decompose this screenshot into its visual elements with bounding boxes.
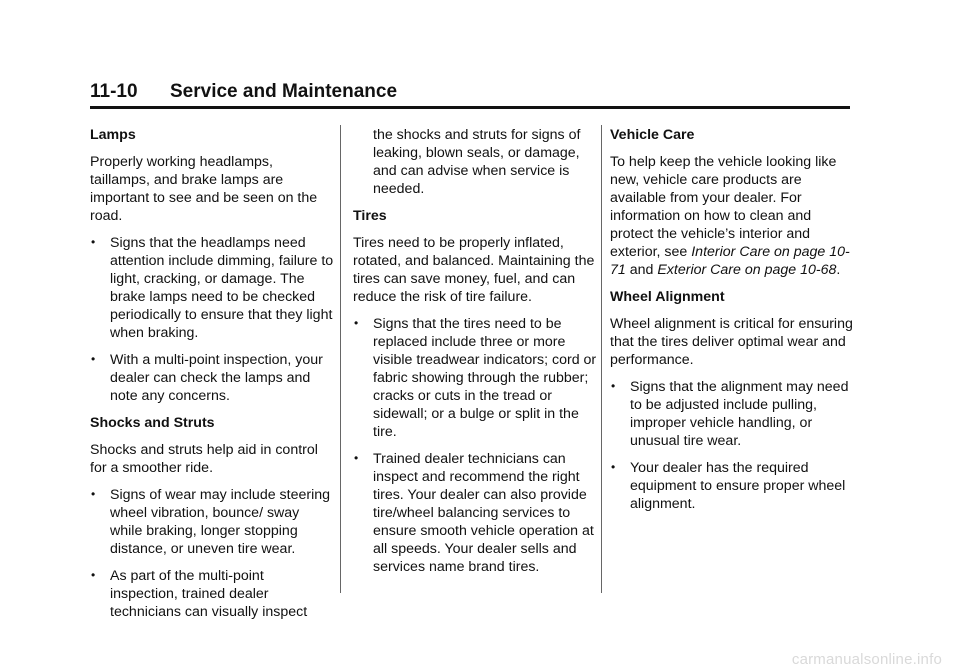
column-left (90, 126, 335, 630)
bullet-icon: • (91, 487, 96, 501)
bullet-icon: • (611, 460, 616, 474)
lamps-bullet-2 (90, 351, 335, 405)
vehicle-care-paragraph (610, 153, 855, 279)
column-divider-right (601, 125, 602, 593)
bullet-icon: • (354, 316, 359, 330)
bullet-text: Signs of wear may include steering wheel vibration, bounce/ sway while braking, longer stopping distance, or uneven tire wear. (110, 487, 331, 557)
wheel-alignment-paragraph: Wheel alignment is critical for ensuring that the tires deliver optimal wear and performance. (610, 316, 853, 368)
shocks-paragraph: Shocks and struts help aid in control for a smoother ride. (90, 442, 318, 476)
vehicle-care-text-3: . (836, 262, 841, 278)
bullet-text: Signs that the headlamps need attention include dimming, failure to light, cracking, or damage. The brake lamps need to be checked periodically to ensure that they light when braking. (110, 235, 334, 341)
column-divider-left (340, 125, 341, 593)
bullet-text: With a multi-point inspection, your dealer can check the lamps and note any concerns. (110, 352, 323, 404)
tires-paragraph: Tires need to be properly inflated, rotated, and balanced. Maintaining the tires can save money, fuel, and can reduce the risk of tire failure. (353, 235, 595, 305)
shocks-heading: Shocks and Struts (90, 415, 215, 431)
bullet-icon: • (91, 352, 96, 366)
watermark: carmanualsonline.info (791, 651, 942, 668)
shocks-bullet-2-continued: the shocks and struts for signs of leaking, blown seals, or damage, and can advise when service is needed. (373, 127, 581, 197)
page-number: 11-10 (90, 81, 138, 102)
bullet-text: Trained dealer technicians can inspect and recommend the right tires. Your dealer can also provide tire/wheel balancing services to ensure smooth vehicle operation at all speeds. Your dealer sells and services name brand tires. (373, 451, 594, 575)
bullet-icon: • (611, 379, 616, 393)
wheel-alignment-heading: Wheel Alignment (610, 289, 725, 305)
page-header (90, 80, 850, 109)
column-right (610, 126, 855, 522)
bullet-icon: • (91, 568, 96, 582)
section-title: Service and Maintenance (170, 81, 398, 102)
bullet-text: Signs that the tires need to be replaced include three or more visible treadwear indicators; cord or fabric showing through the rubber; cracks or cuts in the tread or sidewall; or a bulge or split in the tire. (373, 316, 597, 440)
column-middle (353, 126, 598, 585)
shocks-bullet-1 (90, 486, 335, 558)
tires-bullet-2 (353, 450, 598, 576)
vehicle-care-text-2: and (625, 262, 658, 278)
vehicle-care-heading: Vehicle Care (610, 127, 695, 143)
bullet-text: Your dealer has the required equipment to ensure proper wheel alignment. (630, 460, 846, 512)
bullet-icon: • (354, 451, 359, 465)
lamps-paragraph: Properly working headlamps, taillamps, and brake lamps are important to see and be seen on the road. (90, 154, 318, 224)
tires-heading: Tires (353, 208, 387, 224)
lamps-bullet-1 (90, 234, 335, 342)
bullet-text: As part of the multi-point inspection, trained dealer technicians can visually inspect (110, 568, 308, 620)
alignment-bullet-1 (610, 378, 855, 450)
tires-bullet-1 (353, 315, 598, 441)
exterior-care-link[interactable]: Exterior Care on page 10-68 (657, 262, 837, 278)
alignment-bullet-2 (610, 459, 855, 513)
interior-care-link[interactable]: Interior Care on page 10-71 (610, 244, 850, 278)
bullet-icon: • (91, 235, 96, 249)
lamps-heading: Lamps (90, 127, 136, 143)
vehicle-care-text-1: To help keep the vehicle looking like new, vehicle care products are available from your dealer. For information on how to clean and protect the vehicle’s interior and exterior, see (610, 154, 837, 260)
shocks-bullet-2 (90, 567, 335, 621)
bullet-text: Signs that the alignment may need to be adjusted include pulling, improper vehicle handling, or unusual tire wear. (630, 379, 849, 449)
